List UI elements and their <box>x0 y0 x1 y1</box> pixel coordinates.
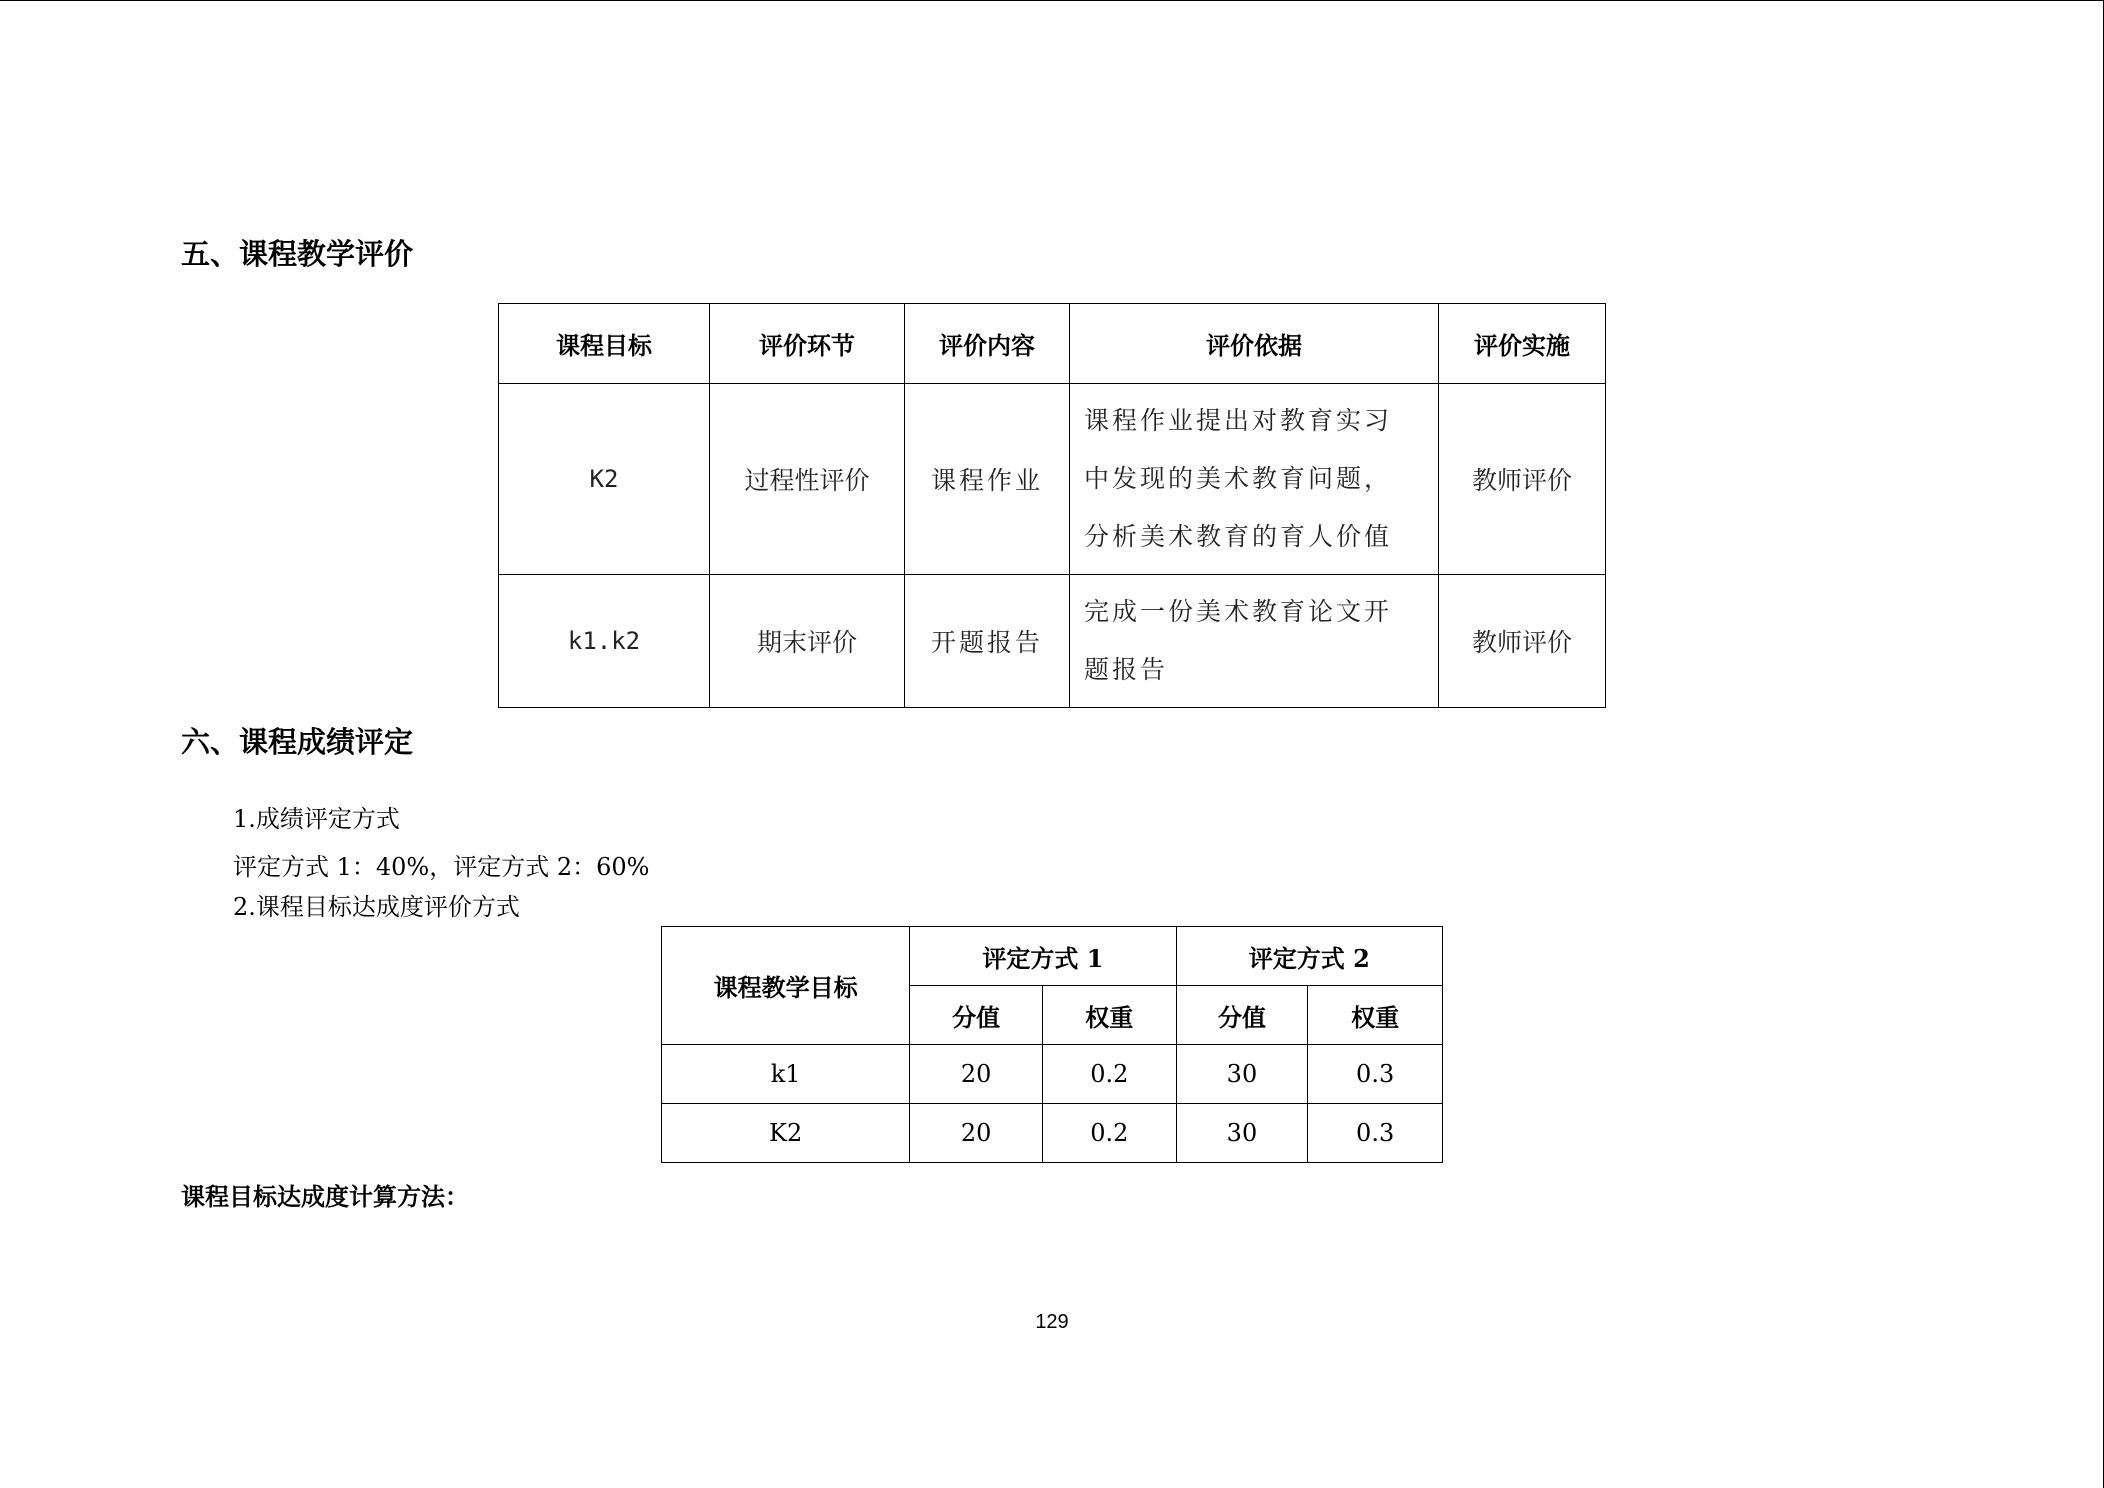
cell-goal: K2 <box>499 384 710 575</box>
cell-basis <box>1070 575 1439 708</box>
table-row <box>662 1104 1443 1163</box>
cell-content: 开题报告 <box>905 575 1070 708</box>
cell-m1-score: 20 <box>910 1045 1043 1104</box>
cell-m1-weight: 0.2 <box>1042 1045 1176 1104</box>
cell-m2-weight: 0.3 <box>1308 1045 1443 1104</box>
basis-line: 课程作业提出对教育实习 <box>1084 406 1393 435</box>
header-content: 评价内容 <box>905 304 1070 384</box>
table-row <box>499 384 1606 575</box>
header-stage: 评价环节 <box>710 304 905 384</box>
header-mode-1: 评定方式 1 <box>910 927 1176 986</box>
cell-goal: k1 <box>662 1045 910 1104</box>
basis-line: 分析美术教育的育人价值 <box>1084 522 1393 551</box>
cell-stage: 过程性评价 <box>710 384 905 575</box>
evaluation-table-header-row <box>499 304 1606 384</box>
score-table <box>661 926 1443 1163</box>
cell-implementer: 教师评价 <box>1439 575 1606 708</box>
table-row <box>499 575 1606 708</box>
grading-ratio-text: 评定方式 1：40%，评定方式 2：60% <box>233 853 650 881</box>
header-basis: 评价依据 <box>1070 304 1439 384</box>
section-5-heading: 五、课程教学评价 <box>181 237 414 271</box>
cell-m1-score: 20 <box>910 1104 1043 1163</box>
cell-m2-score: 30 <box>1176 1045 1308 1104</box>
header-weight: 权重 <box>1042 986 1176 1045</box>
cell-m1-weight: 0.2 <box>1042 1104 1176 1163</box>
evaluation-table <box>498 303 1606 708</box>
top-border <box>0 0 2104 1</box>
cell-goal: k1.k2 <box>499 575 710 708</box>
header-mode-2: 评定方式 2 <box>1176 927 1442 986</box>
cell-basis <box>1070 384 1439 575</box>
header-implementer: 评价实施 <box>1439 304 1606 384</box>
cell-m2-score: 30 <box>1176 1104 1308 1163</box>
header-score: 分值 <box>910 986 1043 1045</box>
basis-line: 中发现的美术教育问题， <box>1084 464 1393 493</box>
basis-line: 完成一份美术教育论文开 <box>1084 597 1393 626</box>
header-score: 分值 <box>1176 986 1308 1045</box>
basis-line: 题报告 <box>1084 655 1169 684</box>
calculation-method-heading: 课程目标达成度计算方法： <box>181 1183 469 1211</box>
cell-content: 课程作业 <box>905 384 1070 575</box>
cell-implementer: 教师评价 <box>1439 384 1606 575</box>
goal-evaluation-item: 2.课程目标达成度评价方式 <box>233 893 520 921</box>
header-weight: 权重 <box>1308 986 1443 1045</box>
header-goal: 课程目标 <box>499 304 710 384</box>
score-table-header-row <box>662 927 1443 986</box>
cell-stage: 期末评价 <box>710 575 905 708</box>
table-row <box>662 1045 1443 1104</box>
section-6-heading: 六、课程成绩评定 <box>181 725 414 759</box>
cell-goal: K2 <box>662 1104 910 1163</box>
page-number: 129 <box>1035 1311 1069 1333</box>
header-course-goal: 课程教学目标 <box>662 927 910 1045</box>
grading-method-item: 1.成绩评定方式 <box>233 805 400 833</box>
cell-m2-weight: 0.3 <box>1308 1104 1443 1163</box>
